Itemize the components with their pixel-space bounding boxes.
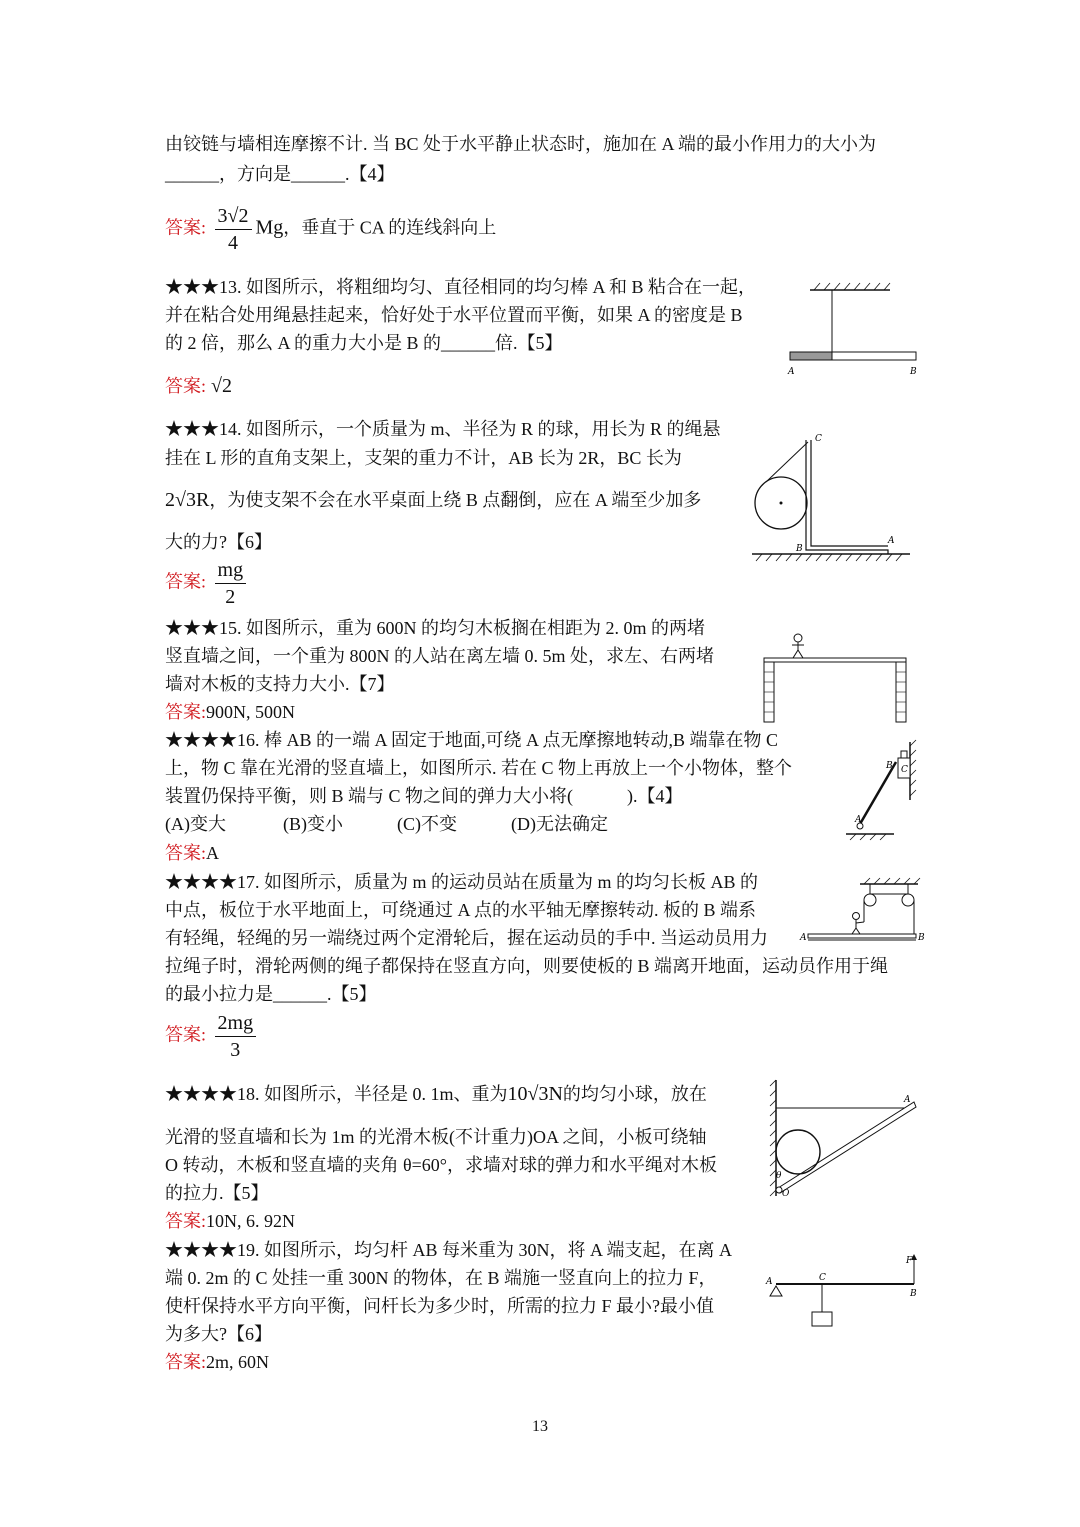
q16-line2: 上，物 C 靠在光滑的竖直墙上，如图所示. 若在 C 物上再放上一个小物体，整个 [165, 758, 793, 778]
q17-figure [800, 876, 924, 948]
answer-label: 答案: [165, 217, 207, 238]
q19-answer-value: 2m, 60N [206, 1352, 270, 1372]
q14-ans-num: mg [215, 557, 247, 584]
q17-label-a: A [800, 933, 807, 943]
q16-options [165, 810, 608, 838]
q13-answer [165, 372, 232, 398]
q14-answer [165, 557, 250, 610]
q18-line2: 光滑的竖直墙和长为 1m 的光滑木板(不计重力)OA 之间，小板可绕轴 [165, 1127, 707, 1147]
q16-label-c: C [901, 765, 908, 775]
q14-label-c: C [815, 434, 822, 444]
page-number: 13 [532, 1418, 548, 1435]
answer-label: 答案: [165, 571, 207, 592]
q18-line1-pre: ★★★★18. 如图所示，半径是 0. 1m、重为 [165, 1084, 508, 1104]
answer-label: 答案: [165, 1024, 207, 1045]
q18-line1-post: 的均匀小球，放在 [562, 1084, 707, 1104]
q12-ans-rest: ，垂直于 CA 的连线斜向上 [283, 217, 497, 238]
q17-line2: 中点，板位于水平地面上，可绕通过 A 点的水平轴无摩擦转动. 板的 B 端系 [165, 900, 757, 920]
q13-answer-value: √2 [211, 375, 232, 397]
q13-label-b: B [910, 367, 917, 377]
q15-line3: 墙对木板的支持力大小.【7】 [165, 674, 395, 694]
q19-line4: 为多大?【6】 [165, 1324, 272, 1344]
q17-line1: ★★★★17. 如图所示，质量为 m 的运动员站在质量为 m 的均匀长板 AB 的 [165, 872, 759, 892]
q13-line3: 的 2 倍，那么 A 的重力大小是 B 的______倍.【5】 [165, 333, 563, 353]
q12-line1: 由铰链与墙相连摩擦不计. 当 BC 处于水平静止状态时，施加在 A 端的最小作用力的大小为 [165, 134, 877, 154]
q17-answer [165, 1010, 260, 1063]
q18-line4: 的拉力.【5】 [165, 1183, 269, 1203]
q13-line2: 并在粘合处用绳悬挂起来，恰好处于水平位置而平衡，如果 A 的密度是 B [165, 305, 743, 325]
q18-math: 10√3N [507, 1083, 563, 1105]
q17-line5: 的最小拉力是______.【5】 [165, 984, 377, 1004]
q14-line3-rest: ，为使支架不会在水平桌面上绕 B 点翻倒，应在 A 端至少加多 [209, 490, 702, 510]
q19-line1: ★★★★19. 如图所示，均匀杆 AB 每米重为 30N，将 A 端支起，在离 A [165, 1240, 733, 1260]
q17-label-b: B [918, 933, 925, 943]
q15-line2: 竖直墙之间，一个重为 800N 的人站在离左墙 0. 5m 处，求左、右两堵 [165, 646, 714, 666]
q19-label-b: B [910, 1289, 917, 1299]
q12-line2: ______，方向是______.【4】 [165, 164, 395, 184]
q15-figure [760, 632, 910, 726]
q14-figure [748, 428, 918, 568]
answer-label: 答案: [165, 702, 207, 722]
q12-ans-unit: Mg [255, 216, 284, 239]
answer-label: 答案: [165, 376, 207, 396]
q18-figure [766, 1078, 926, 1202]
q16-answer-value: A [206, 843, 220, 863]
q18-answer-value: 10N, 6. 92N [206, 1211, 296, 1231]
q13-label-a: A [788, 367, 795, 377]
q16-label-b: B [886, 761, 893, 771]
q14-line1: ★★★14. 如图所示，一个质量为 m、半径为 R 的球，用长为 R 的绳悬 [165, 419, 721, 439]
q14-label-a: A [888, 536, 895, 546]
q19-answer [165, 1348, 269, 1376]
q16-label-a: A [855, 815, 862, 825]
q19-figure [764, 1250, 924, 1330]
q16-figure [842, 740, 922, 842]
q16-option-c: (C)不变 [397, 814, 457, 834]
q18-answer [165, 1207, 295, 1235]
q16-answer [165, 839, 219, 867]
q18-label-theta: θ [776, 1171, 782, 1181]
answer-label: 答案: [165, 1211, 207, 1231]
q18-label-a: A [904, 1095, 911, 1105]
q14-label-b: B [796, 544, 803, 554]
q17-ans-den: 3 [230, 1039, 241, 1061]
q14-line3 [165, 486, 701, 514]
q16-line1: ★★★★16. 棒 AB 的一端 A 固定于地面,可绕 A 点无摩擦地转动,B 端靠在物 C [165, 730, 779, 750]
q12-ans-den: 4 [228, 232, 238, 254]
q18-label-o: O [782, 1189, 790, 1199]
q19-label-a: A [766, 1277, 773, 1287]
q14-ans-den: 2 [225, 586, 236, 608]
answer-label: 答案: [165, 1352, 207, 1372]
q19-line3: 使杆保持水平方向平衡，问杆长为多少时，所需的拉力 F 最小?最小值 [165, 1296, 714, 1316]
q17-line4: 拉绳子时，滑轮两侧的绳子都保持在竖直方向，则要使板的 B 端离开地面，运动员作用于绳 [165, 956, 889, 976]
q19-label-f: F [906, 1256, 913, 1266]
q14-line2: 挂在 L 形的直角支架上，支架的重力不计，AB 长为 2R，BC 长为 [165, 448, 682, 468]
answer-label: 答案: [165, 843, 207, 863]
q17-line3: 有轻绳，轻绳的另一端绕过两个定滑轮后，握在运动员的手中. 当运动员用力 [165, 928, 768, 948]
q18-line1 [165, 1080, 707, 1108]
q15-answer-value: 900N, 500N [206, 702, 296, 722]
q19-label-c: C [819, 1273, 826, 1283]
q14-line4: 大的力?【6】 [165, 532, 272, 552]
q16-option-d: (D)无法确定 [511, 814, 608, 834]
q16-line3: 装置仍保持平衡，则 B 端与 C 物之间的弹力大小将( ).【4】 [165, 786, 683, 806]
q15-answer [165, 698, 295, 726]
q16-option-a: (A)变大 [165, 814, 226, 834]
q19-line2: 端 0. 2m 的 C 处挂一重 300N 的物体，在 B 端施一竖直向上的拉力 F， [165, 1268, 717, 1288]
q14-math: 2√3R [165, 489, 210, 511]
q12-answer [165, 203, 496, 256]
q17-ans-num: 2mg [215, 1010, 257, 1037]
q13-figure [780, 280, 930, 380]
q18-line3: O 转动，木板和竖直墙的夹角 θ=60°，求墙对球的弹力和水平绳对木板 [165, 1155, 717, 1175]
q16-option-b: (B)变小 [283, 814, 343, 834]
q13-line1: ★★★13. 如图所示，将粗细均匀、直径相同的均匀棒 A 和 B 粘合在一起， [165, 277, 757, 297]
q12-ans-num: 3√2 [215, 203, 252, 230]
q15-line1: ★★★15. 如图所示，重为 600N 的均匀木板搁在相距为 2. 0m 的两堵 [165, 618, 705, 638]
